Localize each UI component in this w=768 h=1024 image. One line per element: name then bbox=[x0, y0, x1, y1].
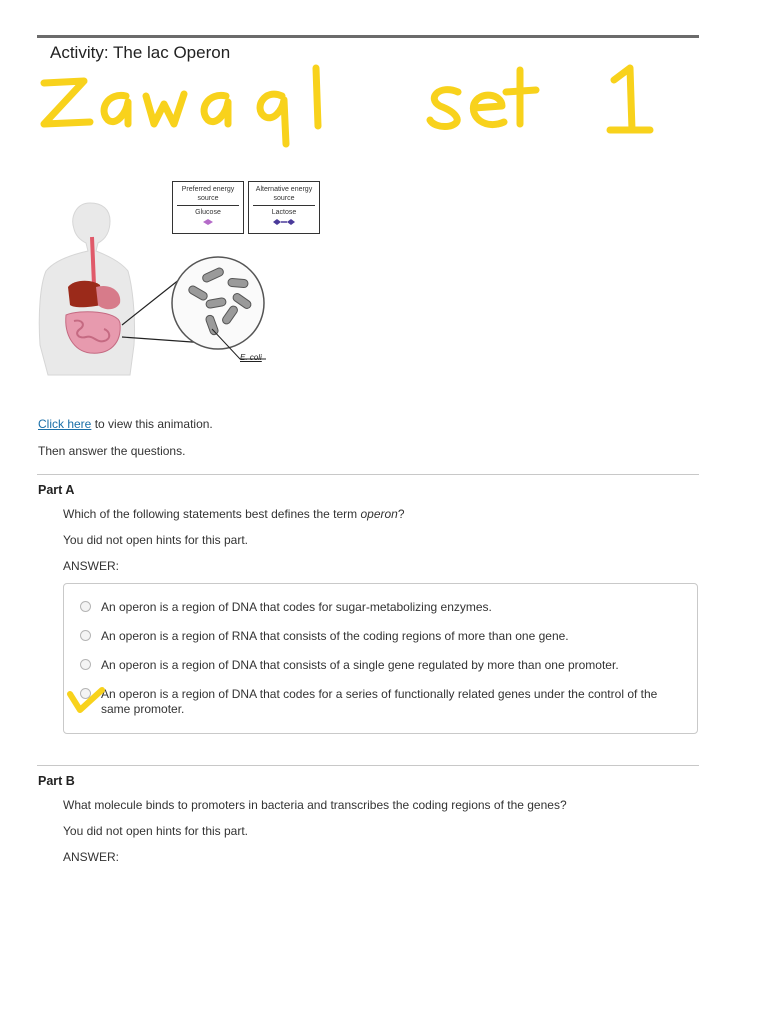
part-b-answer-label: ANSWER: bbox=[63, 850, 120, 864]
answer-option-text: An operon is a region of DNA that codes for a series of functionally related genes under the control of the same promoter. bbox=[101, 687, 658, 716]
instruction-text: Then answer the questions. bbox=[38, 444, 186, 458]
animation-link[interactable]: Click here bbox=[38, 417, 92, 431]
animation-link-suffix: to view this animation. bbox=[91, 417, 213, 431]
part-a-question-term: operon bbox=[360, 507, 398, 521]
part-a-question-text: Which of the following statements best defines the term bbox=[63, 507, 361, 521]
lactose-label: Lactose bbox=[271, 209, 297, 216]
answer-option-3[interactable] bbox=[80, 658, 619, 673]
handwritten-check-icon bbox=[66, 684, 106, 716]
radio-button[interactable] bbox=[80, 630, 91, 641]
part-a-answer-label: ANSWER: bbox=[63, 559, 120, 573]
animation-line bbox=[38, 417, 213, 431]
ecoli-label: E. coli bbox=[240, 353, 262, 362]
radio-button[interactable] bbox=[80, 601, 91, 612]
alternative-energy-label: Alternative energy source bbox=[253, 182, 315, 206]
preferred-energy-label: Preferred energy source bbox=[177, 182, 239, 206]
handwritten-annotation bbox=[0, 58, 768, 148]
part-a-heading[interactable]: Part A bbox=[38, 483, 75, 497]
alternative-energy-box bbox=[248, 181, 320, 234]
part-a-hint-status: You did not open hints for this part. bbox=[63, 533, 249, 547]
part-b-hint-status: You did not open hints for this part. bbox=[63, 824, 249, 838]
answer-option-2[interactable] bbox=[80, 629, 569, 644]
preferred-energy-box bbox=[172, 181, 244, 234]
answer-option-text: An operon is a region of RNA that consists of the coding regions of more than one gene. bbox=[101, 629, 569, 643]
answer-option-4[interactable] bbox=[80, 687, 671, 717]
radio-button[interactable] bbox=[80, 659, 91, 670]
part-a-question bbox=[63, 507, 405, 521]
part-b-divider bbox=[37, 765, 699, 766]
glucose-molecule-icon bbox=[201, 218, 215, 226]
answer-option-text: An operon is a region of DNA that codes for sugar-metabolizing enzymes. bbox=[101, 600, 492, 614]
part-b-heading[interactable]: Part B bbox=[38, 774, 75, 788]
lactose-molecule-icon bbox=[272, 218, 296, 226]
part-a-question-end: ? bbox=[397, 507, 405, 521]
page-title: Activity: The lac Operon bbox=[50, 43, 231, 62]
answer-option-text: An operon is a region of DNA that consists of a single gene regulated by more than one promoter. bbox=[101, 658, 619, 672]
answer-option-1[interactable] bbox=[80, 600, 492, 615]
glucose-label: Glucose bbox=[195, 209, 221, 216]
part-b-question: What molecule binds to promoters in bacteria and transcribes the coding regions of the genes? bbox=[63, 798, 567, 812]
top-divider bbox=[37, 35, 699, 38]
part-a-divider bbox=[37, 474, 699, 475]
